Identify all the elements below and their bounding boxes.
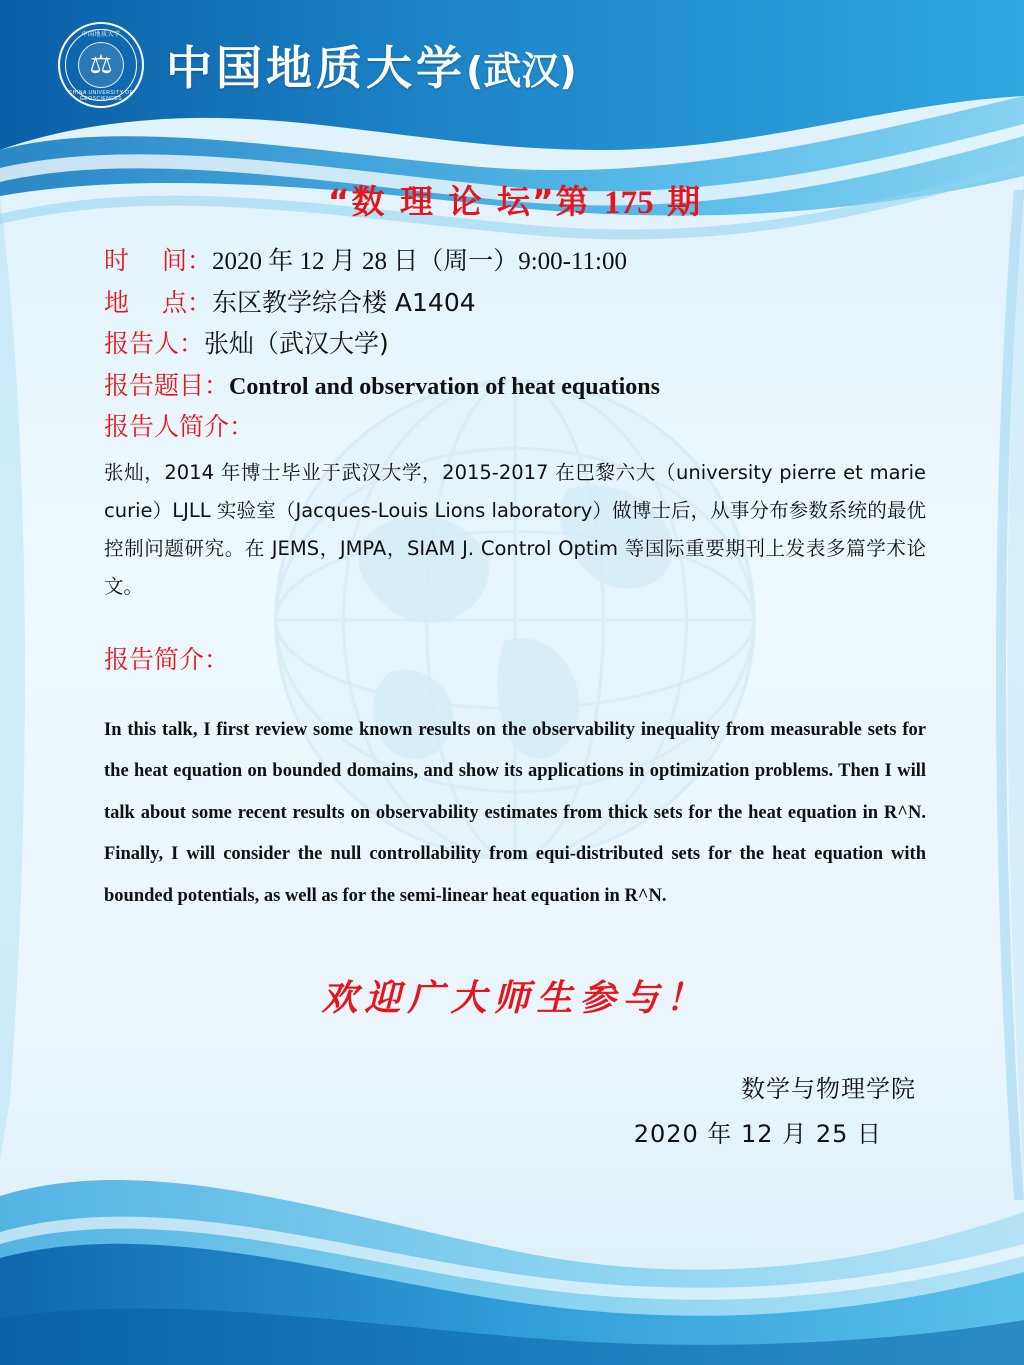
geology-hammer-icon: ⚖: [89, 50, 113, 79]
page-title: [104, 176, 926, 223]
signature-block: [104, 1069, 926, 1149]
abstract-label: 报告简介：: [104, 644, 230, 674]
info-row-speaker: [104, 324, 926, 366]
signature-date: 2020 年 12 月 25 日: [633, 1119, 882, 1148]
bio-label: 报告人简介：: [104, 412, 255, 441]
talk-title-label: 报告题目：: [104, 370, 230, 400]
poster-content: [0, 148, 1024, 1149]
info-row-place: [104, 283, 926, 325]
place-value: 东区教学综合楼 A1404: [211, 287, 476, 317]
place-label: 地 点：: [104, 287, 212, 317]
time-value: 2020 年 12 月 28 日（周一）9:00-11:00: [211, 248, 627, 275]
poster-header: [0, 0, 1024, 130]
title-issue-number: 175: [604, 185, 654, 221]
abstract-text: In this talk, I first review some known results on the observability inequality from measurable sets for the heat equation on bounded domains, and show its applications in optimization problems. Then I will talk about some recent results on observability estimates from thick sets for the heat equation in R^N. Finally, I will consider the null controllability from equi-distributed sets for the heat equation with bounded potentials, as well as for the semi-linear heat equation in R^N.: [104, 719, 926, 907]
university-seal-logo: [58, 22, 144, 108]
university-campus-text: (武汉): [466, 49, 577, 93]
welcome-message: 欢迎广大师生参与！: [321, 977, 709, 1019]
time-label: 时 间：: [104, 246, 212, 275]
talk-title-value: Control and observation of heat equations: [229, 373, 660, 400]
speaker-label: 报告人：: [104, 329, 205, 358]
title-prefix: “数 理 论 坛”第: [327, 182, 591, 221]
info-row-talk-title: [104, 366, 926, 408]
title-suffix: 期: [667, 182, 703, 221]
speaker-value: 张灿（武汉大学): [204, 329, 389, 358]
bio-text: 张灿，2014 年博士毕业于武汉大学，2015-2017 在巴黎六大（university pierre et marie curie）LJLL 实验室（Jacques-Louis Lions laboratory）做博士后，从事分布参数系统的最优控制问题研究。在 JEMS，JMPA，SIAM J. Control Optim 等国际重要期刊上发表多篇学术论文。: [104, 460, 926, 598]
university-name: [166, 32, 577, 98]
info-row-time: [104, 241, 926, 283]
seal-top-text: 中国地质大学: [81, 32, 121, 38]
signature-department: 数学与物理学院: [741, 1074, 916, 1103]
university-name-text: 中国地质大学: [166, 41, 466, 95]
seal-bottom-text: CHINA UNIVERSITY OF GEOSCIENCES: [68, 90, 134, 102]
